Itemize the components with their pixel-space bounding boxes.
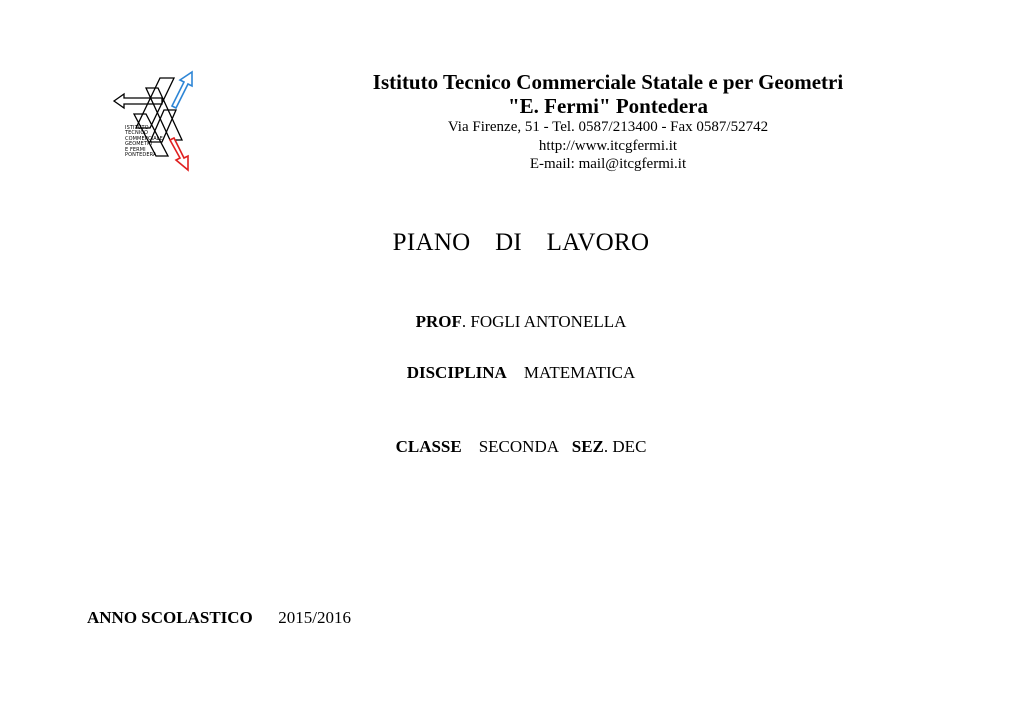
address-line: Via Firenze, 51 - Tel. 0587/213400 - Fax 0587/52742 xyxy=(447,119,769,135)
discipline-label: DISCIPLINA xyxy=(406,363,507,382)
class-label: CLASSE xyxy=(395,437,462,456)
class-value: SECONDA xyxy=(478,437,560,456)
letterhead xyxy=(300,70,916,174)
discipline-row xyxy=(0,363,1024,383)
website-line[interactable]: http://www.itcgfermi.it xyxy=(538,137,678,154)
class-row xyxy=(0,437,1024,457)
professor-row xyxy=(0,312,1024,332)
institute-name: Istituto Tecnico Commerciale Statale e per Geometri xyxy=(372,70,844,94)
year-label: ANNO SCOLASTICO xyxy=(87,608,253,627)
school-year-row xyxy=(87,608,351,628)
year-value: 2015/2016 xyxy=(278,608,352,627)
section-label: SEZ xyxy=(571,437,604,456)
section-value: . DEC xyxy=(603,437,647,456)
prof-value: . FOGLI ANTONELLA xyxy=(461,312,627,331)
document-title: PIANO DI LAVORO xyxy=(392,229,650,256)
school-name: "E. Fermi" Pontedera xyxy=(507,94,708,118)
discipline-value: MATEMATICA xyxy=(523,363,636,382)
logo-caption: ISTITUTO TECNICO COMMERCIALE GEOMETRI E FERMI PONTEDERA xyxy=(125,125,163,159)
prof-label: PROF xyxy=(415,312,462,331)
email-line[interactable]: E-mail: mail@itcgfermi.it xyxy=(529,156,687,172)
